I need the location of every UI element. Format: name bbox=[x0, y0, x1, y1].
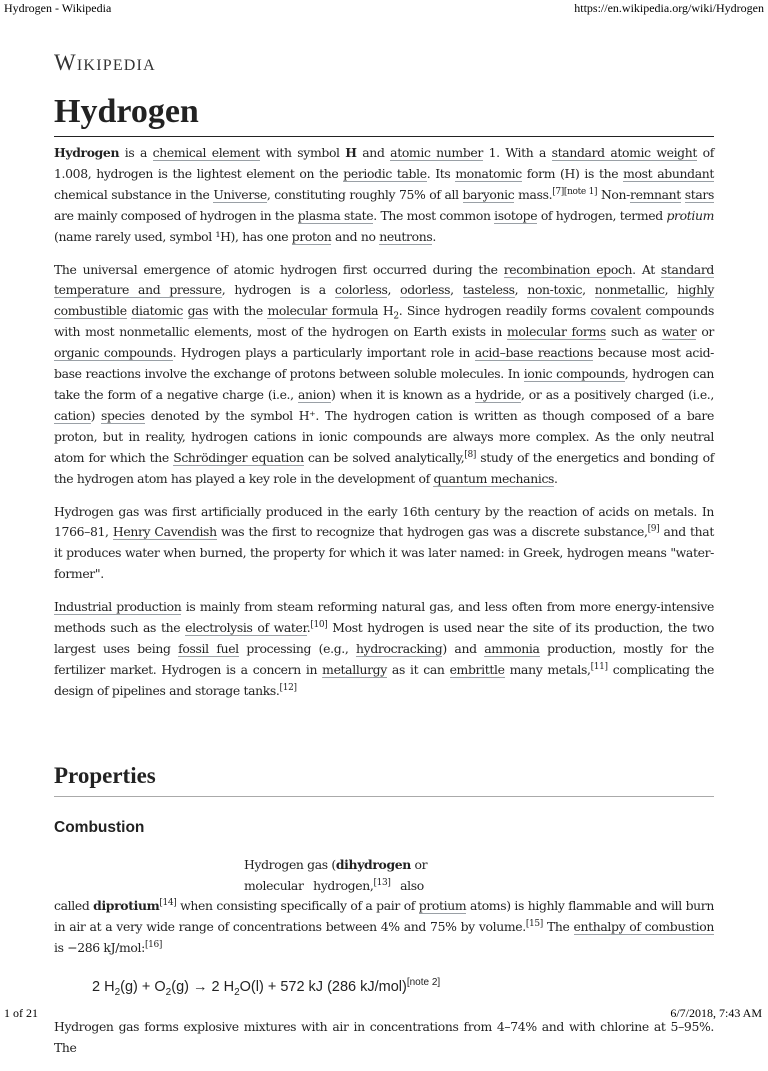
text: with symbol bbox=[259, 145, 346, 160]
link-tasteless[interactable]: tasteless bbox=[462, 282, 515, 298]
link-hydride[interactable]: hydride bbox=[475, 386, 521, 402]
lead-paragraph-4 bbox=[54, 597, 714, 702]
link-isotope[interactable]: isotope bbox=[494, 207, 538, 223]
explosive-mixtures-paragraph: Hydrogen gas forms explosive mixtures with air in concentrations from 4–74% and with chlorine at 5–95%. The bbox=[54, 1019, 714, 1056]
text: , hydrogen can take the form of a negative charge (i.e., bbox=[54, 366, 714, 402]
text: processing (e.g., bbox=[238, 640, 357, 656]
text: was the first to recognize that hydrogen gas was a discrete substance, bbox=[216, 524, 648, 540]
citation-11[interactable]: [11] bbox=[590, 661, 608, 672]
text: , bbox=[664, 282, 678, 298]
text: study of the energetics and bonding of the hydrogen atom has played a key role in the development of bbox=[54, 449, 714, 486]
print-url: https://en.wikipedia.org/wiki/Hydrogen bbox=[574, 1, 764, 15]
note-1[interactable]: [note 1] bbox=[563, 186, 598, 197]
text: such as bbox=[605, 324, 662, 340]
link-species[interactable]: species bbox=[101, 407, 145, 423]
citation-9[interactable]: [9] bbox=[647, 524, 660, 535]
bold-term: dihydrogen bbox=[335, 856, 411, 872]
text bbox=[183, 303, 188, 318]
link-ionic-compounds[interactable]: ionic compounds bbox=[523, 366, 625, 382]
text: when consisting specifically of a pair of bbox=[176, 898, 419, 914]
text: 1. With a bbox=[482, 145, 552, 160]
link-henry-cavendish[interactable]: Henry Cavendish bbox=[112, 524, 217, 540]
print-page-number: 1 of 21 bbox=[4, 1006, 38, 1020]
link-non-toxic[interactable]: non-toxic bbox=[527, 282, 583, 298]
link-schrodinger-equation[interactable]: Schrödinger equation bbox=[173, 449, 304, 465]
text: . bbox=[306, 620, 311, 636]
print-page-title: Hydrogen - Wikipedia bbox=[4, 1, 112, 15]
text: because most acid-base reactions involve the exchange of protons between soluble molecules. In bbox=[54, 345, 714, 382]
link-most-abundant[interactable]: most abundant bbox=[623, 165, 714, 181]
bold-symbol: H bbox=[345, 145, 357, 160]
text: is a bbox=[119, 145, 153, 160]
link-cation[interactable]: cation bbox=[54, 407, 91, 423]
text: (name rarely used, symbol ¹H), has one bbox=[54, 228, 292, 244]
text: ) bbox=[90, 407, 102, 423]
bold-term: Hydrogen bbox=[54, 145, 120, 160]
print-datetime: 6/7/2018, 7:43 AM bbox=[670, 1006, 762, 1020]
link-diatomic[interactable]: diatomic bbox=[131, 303, 183, 319]
link-ammonia[interactable]: ammonia bbox=[484, 640, 540, 656]
link-stars[interactable]: stars bbox=[684, 186, 714, 202]
text: , bbox=[514, 282, 528, 298]
link-monatomic[interactable]: monatomic bbox=[455, 165, 522, 181]
text: Most hydrogen is used near the site of its production, the two largest uses being bbox=[54, 620, 715, 656]
text: Non- bbox=[597, 186, 631, 202]
article-content bbox=[54, 48, 714, 1071]
text: complicating the design of pipelines and storage tanks. bbox=[54, 661, 715, 698]
text: and no bbox=[331, 228, 380, 244]
link-anion[interactable]: anion bbox=[297, 386, 331, 402]
text: . Hydrogen plays a particularly important role in bbox=[172, 345, 475, 361]
link-neutrons[interactable]: neutrons bbox=[379, 228, 433, 244]
print-header bbox=[0, 0, 768, 18]
text: , hydrogen is a bbox=[221, 282, 335, 298]
link-plasma-state[interactable]: plasma state bbox=[297, 207, 374, 223]
eq-subscript: 2 bbox=[165, 987, 172, 999]
text: ) and bbox=[442, 640, 485, 656]
eq-text: (g) + O bbox=[120, 979, 166, 996]
link-nonmetallic[interactable]: nonmetallic bbox=[594, 282, 665, 298]
text: denoted by the symbol H⁺. The hydrogen cation is written as though composed of a bare proton, but in reality, hydrogen cations in ionic compounds are always more complex. As the only neutral atom for which the bbox=[54, 407, 714, 465]
citation-10[interactable]: [10] bbox=[310, 619, 328, 630]
link-remnant[interactable]: remnant bbox=[630, 186, 681, 202]
text: . At bbox=[632, 261, 661, 277]
text: or bbox=[696, 324, 715, 340]
text: can be solved analytically, bbox=[303, 449, 465, 465]
combustion-intro-line-1 bbox=[54, 855, 714, 876]
text: Hydrogen gas ( bbox=[244, 856, 336, 872]
text: atoms) is highly flammable and will burn in air at a very wide range of concentrations between 4% and 75% by volume. bbox=[54, 898, 714, 935]
text: mass. bbox=[514, 186, 553, 202]
link-proton[interactable]: proton bbox=[291, 228, 332, 244]
link-colorless[interactable]: colorless bbox=[334, 282, 388, 298]
link-organic-compounds[interactable]: organic compounds bbox=[54, 345, 173, 361]
text: Hydrogen gas was first artificially produced in the early 16th century by the reaction of acids on metals. In 1766–81, bbox=[54, 503, 714, 540]
eq-subscript: 2 bbox=[114, 987, 121, 999]
citation-7[interactable]: [7] bbox=[552, 186, 564, 197]
text: are mainly composed of hydrogen in the bbox=[54, 207, 298, 223]
text: and that it produces water when burned, the property for which it was later named: in Greek, hydrogen means "water-former". bbox=[54, 524, 714, 582]
link-industrial-production[interactable]: Industrial production bbox=[54, 599, 182, 615]
link-odorless[interactable]: odorless bbox=[400, 282, 451, 298]
print-footer bbox=[0, 1006, 768, 1024]
link-hydrocracking[interactable]: hydrocracking bbox=[356, 640, 443, 656]
subsection-heading-combustion: Combustion bbox=[54, 818, 145, 836]
link-fossil-fuel[interactable]: fossil fuel bbox=[178, 640, 239, 656]
text: molecular hydrogen, bbox=[244, 877, 374, 893]
eq-text: O(l) + 572 kJ (286 kJ/mol) bbox=[239, 979, 407, 996]
link-chemical-element[interactable]: chemical element bbox=[152, 145, 260, 160]
link-protium[interactable]: protium bbox=[418, 898, 467, 914]
bold-term: diprotium bbox=[93, 898, 160, 914]
section-heading-properties: Properties bbox=[54, 760, 714, 797]
link-molecular-forms[interactable]: molecular forms bbox=[506, 324, 606, 340]
link-water[interactable]: water bbox=[661, 324, 697, 340]
text: with the bbox=[208, 303, 268, 319]
link-metallurgy[interactable]: metallurgy bbox=[322, 661, 387, 677]
text: of 1.008, hydrogen is the lightest element on the bbox=[54, 145, 714, 181]
text: called bbox=[54, 898, 94, 914]
link-embrittle[interactable]: embrittle bbox=[449, 661, 505, 677]
text: The bbox=[542, 919, 574, 935]
text: . Since hydrogen readily forms bbox=[398, 303, 591, 319]
text: . bbox=[554, 470, 558, 486]
lead-paragraph-1 bbox=[54, 143, 714, 248]
note-2[interactable]: [note 2] bbox=[406, 977, 441, 989]
link-atomic-number[interactable]: atomic number bbox=[390, 145, 483, 160]
article-title: Hydrogen bbox=[54, 92, 714, 137]
citation-8[interactable]: [8] bbox=[464, 449, 476, 460]
link-periodic-table[interactable]: periodic table bbox=[343, 165, 427, 181]
link-quantum-mechanics[interactable]: quantum mechanics bbox=[433, 470, 555, 486]
text: , bbox=[387, 282, 401, 298]
text: as it can bbox=[386, 661, 450, 677]
eq-text: (g) → 2 H bbox=[171, 979, 235, 996]
eq-subscript: 2 bbox=[234, 987, 240, 999]
text: H bbox=[378, 303, 394, 319]
text: is −286 kJ/mol: bbox=[54, 940, 145, 956]
link-covalent[interactable]: covalent bbox=[590, 303, 641, 319]
lead-paragraph-2 bbox=[54, 260, 714, 490]
combustion-paragraph bbox=[54, 896, 714, 959]
link-gas[interactable]: gas bbox=[187, 303, 209, 319]
text: , bbox=[450, 282, 463, 298]
text: or bbox=[410, 856, 428, 872]
text: , or as a positively charged (i.e., bbox=[520, 386, 714, 402]
text: . The most common bbox=[373, 207, 495, 223]
text: , constituting roughly 75% of all bbox=[266, 186, 463, 202]
eq-text: 2 H bbox=[92, 979, 115, 996]
text: many metals, bbox=[504, 661, 591, 677]
combustion-equation bbox=[92, 977, 714, 997]
combustion-intro-line-2 bbox=[54, 876, 714, 897]
link-highly-combustible[interactable]: highly combustible bbox=[54, 282, 714, 319]
text: . bbox=[432, 228, 436, 244]
citation-12[interactable]: [12] bbox=[279, 682, 297, 693]
text: , bbox=[582, 282, 595, 298]
link-enthalpy-of-combustion[interactable]: enthalpy of combustion bbox=[573, 919, 714, 935]
citation-15[interactable]: [15] bbox=[525, 919, 543, 930]
wikipedia-wordmark[interactable]: Wikipedia bbox=[54, 50, 156, 75]
link-universe[interactable]: Universe bbox=[213, 186, 267, 202]
link-standard-atomic-weight[interactable]: standard atomic weight bbox=[551, 145, 698, 160]
text: compounds with most nonmetallic elements, most of the hydrogen on Earth exists in bbox=[54, 303, 714, 340]
citation-14[interactable]: [14] bbox=[159, 898, 177, 909]
text: chemical substance in the bbox=[54, 186, 214, 202]
text: ) when it is known as a bbox=[331, 386, 476, 402]
italic-term: protium bbox=[666, 207, 714, 223]
lead-paragraph-3 bbox=[54, 502, 714, 586]
text: form (H) is the bbox=[521, 165, 624, 181]
text: production, mostly for the fertilizer market. Hydrogen is a concern in bbox=[54, 640, 715, 677]
link-stp[interactable]: standard temperature and pressure bbox=[54, 261, 714, 298]
link-electrolysis-of-water[interactable]: electrolysis of water bbox=[185, 620, 307, 636]
text: also bbox=[390, 877, 424, 893]
citation-16[interactable]: [16] bbox=[144, 940, 163, 951]
text: of hydrogen, termed bbox=[537, 207, 667, 223]
subscript: 2 bbox=[393, 311, 399, 322]
text: The universal emergence of atomic hydrogen first occurred during the bbox=[54, 261, 504, 277]
citation-13[interactable]: [13] bbox=[373, 877, 391, 888]
text: is mainly from steam reforming natural gas, and less often from more energy-intensive methods such as the bbox=[54, 599, 714, 636]
link-recombination-epoch[interactable]: recombination epoch bbox=[503, 261, 633, 277]
link-acid-base-reactions[interactable]: acid–base reactions bbox=[474, 345, 594, 361]
text: . Its bbox=[426, 165, 456, 181]
link-baryonic[interactable]: baryonic bbox=[462, 186, 515, 202]
link-molecular-formula[interactable]: molecular formula bbox=[267, 303, 379, 319]
text: and bbox=[356, 145, 391, 160]
